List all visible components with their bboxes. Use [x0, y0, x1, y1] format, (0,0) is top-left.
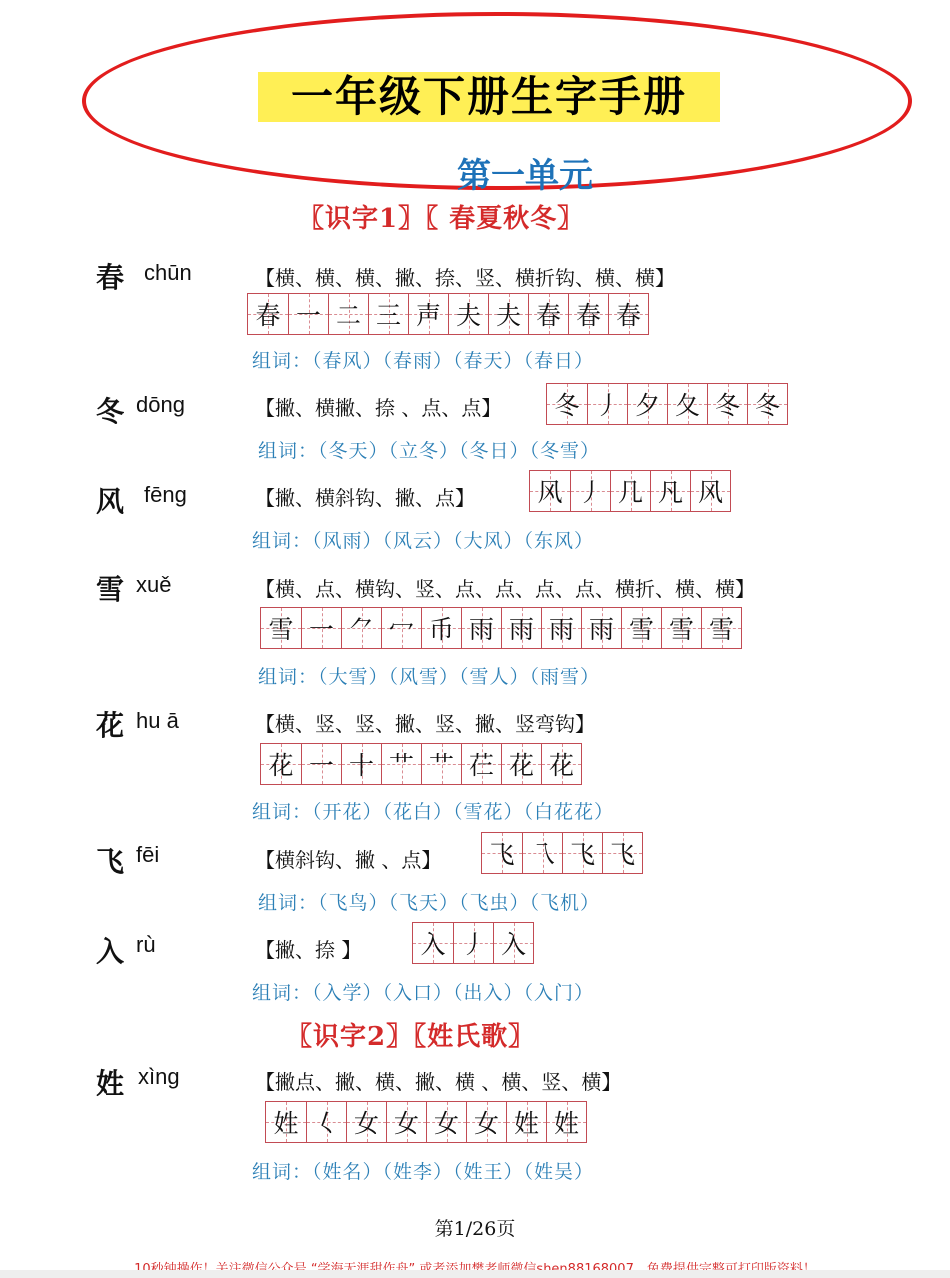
grid-cell: 飞: [609, 840, 635, 869]
grid-cell: 春: [255, 301, 281, 330]
entry-words: 组词：（大雪）（风雪）（雪人）（雨雪）: [258, 666, 601, 688]
footer-bar: [0, 1270, 950, 1278]
grid-cell: 女: [353, 1109, 379, 1138]
entry-char: 飞: [96, 845, 125, 878]
grid-cell: 入: [420, 930, 446, 959]
grid-cell: 女: [393, 1109, 419, 1138]
grid-cell: 风: [697, 478, 723, 507]
grid-cell: ⺈: [348, 615, 374, 644]
stroke-grid: [546, 383, 788, 425]
grid-cell: 二: [335, 301, 361, 330]
entry-pinyin: dōng: [136, 392, 185, 417]
entry-char: 花: [96, 709, 125, 742]
grid-cell: 凡: [657, 478, 683, 507]
lesson-heading: 〖识字1〗〖 春夏秋冬〗: [298, 204, 585, 234]
entry-pinyin: xuě: [136, 572, 172, 597]
entry-words: 组词：（姓名）（姓李）（姓王）（姓吴）: [252, 1161, 595, 1183]
grid-cell: 花: [548, 751, 574, 780]
grid-cell: 币: [428, 615, 454, 644]
page-title: 一年级下册生字手册: [290, 72, 687, 121]
grid-cell: 丿: [460, 930, 486, 959]
grid-cell: 雪: [708, 615, 734, 644]
entry-strokes: 【撇、横撇、捺 、点、点】: [255, 396, 502, 420]
grid-cell: 雨: [588, 615, 614, 644]
entry-strokes: 【撇、横斜钩、撇、点】: [255, 486, 475, 510]
grid-cell: 雨: [468, 615, 494, 644]
grid-cell: 雪: [668, 615, 694, 644]
entry-words: 组词：（春风）（春雨）（春天）（春日）: [252, 350, 595, 372]
grid-cell: 芢: [468, 751, 494, 780]
grid-cell: 飞: [569, 840, 595, 869]
grid-cell: 女: [473, 1109, 499, 1138]
grid-cell: 声: [415, 301, 441, 330]
entry-char: 雪: [96, 573, 125, 606]
stroke-grid: [260, 607, 742, 649]
grid-cell: 春: [615, 301, 641, 330]
entry-strokes: 【撇、捺 】: [255, 938, 362, 962]
entry-pinyin: chūn: [144, 260, 192, 285]
grid-cell: 姓: [273, 1109, 299, 1138]
grid-cell: 雨: [508, 615, 534, 644]
entry-strokes: 【横、点、横钩、竖、点、点、点、点、横折、横、横】: [255, 577, 755, 601]
entry-strokes: 【横、横、横、撇、捺、竖、横折钩、横、横】: [255, 266, 675, 290]
entry-pinyin: fēng: [144, 482, 187, 507]
entry-strokes: 【横斜钩、撇 、点】: [255, 848, 442, 872]
entry-char: 风: [96, 485, 125, 518]
grid-cell: 雪: [628, 615, 654, 644]
entry-strokes: 【横、竖、竖、撇、竖、撇、竖弯钩】: [255, 712, 595, 736]
entry-strokes: 【撇点、撇、横、撇、横 、横、竖、横】: [255, 1070, 622, 1094]
entry-char: 春: [96, 261, 125, 294]
grid-cell: 一: [295, 301, 321, 330]
entry-words: 组词：（风雨）（风云）（大风）（东风）: [252, 530, 595, 552]
grid-cell: 一: [308, 751, 334, 780]
grid-cell: 丿: [594, 391, 620, 420]
stroke-grid: [265, 1101, 587, 1143]
grid-cell: 冬: [754, 391, 780, 420]
entry-pinyin: rù: [136, 932, 156, 957]
grid-cell: 一: [308, 615, 334, 644]
grid-cell: 𡿨: [313, 1109, 339, 1138]
stroke-grid: [247, 293, 649, 335]
stroke-grid: [481, 832, 643, 874]
grid-cell: 夕: [634, 391, 660, 420]
grid-cell: 夫: [455, 301, 481, 330]
entry-words: 组词：（飞鸟）（飞天）（飞虫）（飞机）: [258, 892, 601, 914]
grid-cell: 夂: [674, 391, 700, 420]
grid-cell: 女: [433, 1109, 459, 1138]
grid-cell: 乁: [529, 840, 555, 869]
grid-cell: 艹: [388, 751, 414, 780]
grid-cell: 花: [268, 751, 294, 780]
stroke-grid: [529, 470, 731, 512]
grid-cell: 十: [348, 751, 374, 780]
grid-cell: 春: [575, 301, 601, 330]
entry-words: 组词：（开花）（花白）（雪花）（白花花）: [252, 801, 615, 823]
grid-cell: 冖: [388, 615, 414, 644]
entry-pinyin: hu ā: [136, 708, 179, 733]
entry-char: 姓: [96, 1067, 125, 1100]
grid-cell: 花: [508, 751, 534, 780]
page-number: 第1/26页: [434, 1218, 516, 1240]
entry-words: 组词：（冬天）（立冬）（冬日）（冬雪）: [258, 440, 601, 462]
entry-words: 组词：（入学）（入口）（出入）（入门）: [252, 982, 595, 1004]
grid-cell: 春: [535, 301, 561, 330]
grid-cell: 冬: [554, 391, 580, 420]
entry-pinyin: fēi: [136, 842, 160, 867]
grid-cell: 三: [375, 301, 401, 330]
entry-char: 入: [96, 935, 125, 968]
grid-cell: 雪: [268, 615, 294, 644]
grid-cell: 姓: [553, 1109, 579, 1138]
grid-cell: 丿: [577, 478, 603, 507]
entry-pinyin: xìng: [138, 1064, 180, 1089]
grid-cell: 飞: [489, 840, 515, 869]
entry-char: 冬: [96, 395, 125, 428]
grid-cell: 艹: [428, 751, 454, 780]
grid-cell: 姓: [513, 1109, 539, 1138]
stroke-grid: [412, 922, 534, 964]
grid-cell: 风: [537, 478, 563, 507]
grid-cell: 几: [617, 478, 643, 507]
stroke-grid: [260, 743, 582, 785]
lesson-heading: 〖识字2〗〖姓氏歌〗: [286, 1022, 536, 1052]
grid-cell: 夫: [495, 301, 521, 330]
grid-cell: 冬: [714, 391, 740, 420]
unit-heading: 第一单元: [457, 156, 593, 196]
grid-cell: 入: [500, 930, 526, 959]
grid-cell: 雨: [548, 615, 574, 644]
